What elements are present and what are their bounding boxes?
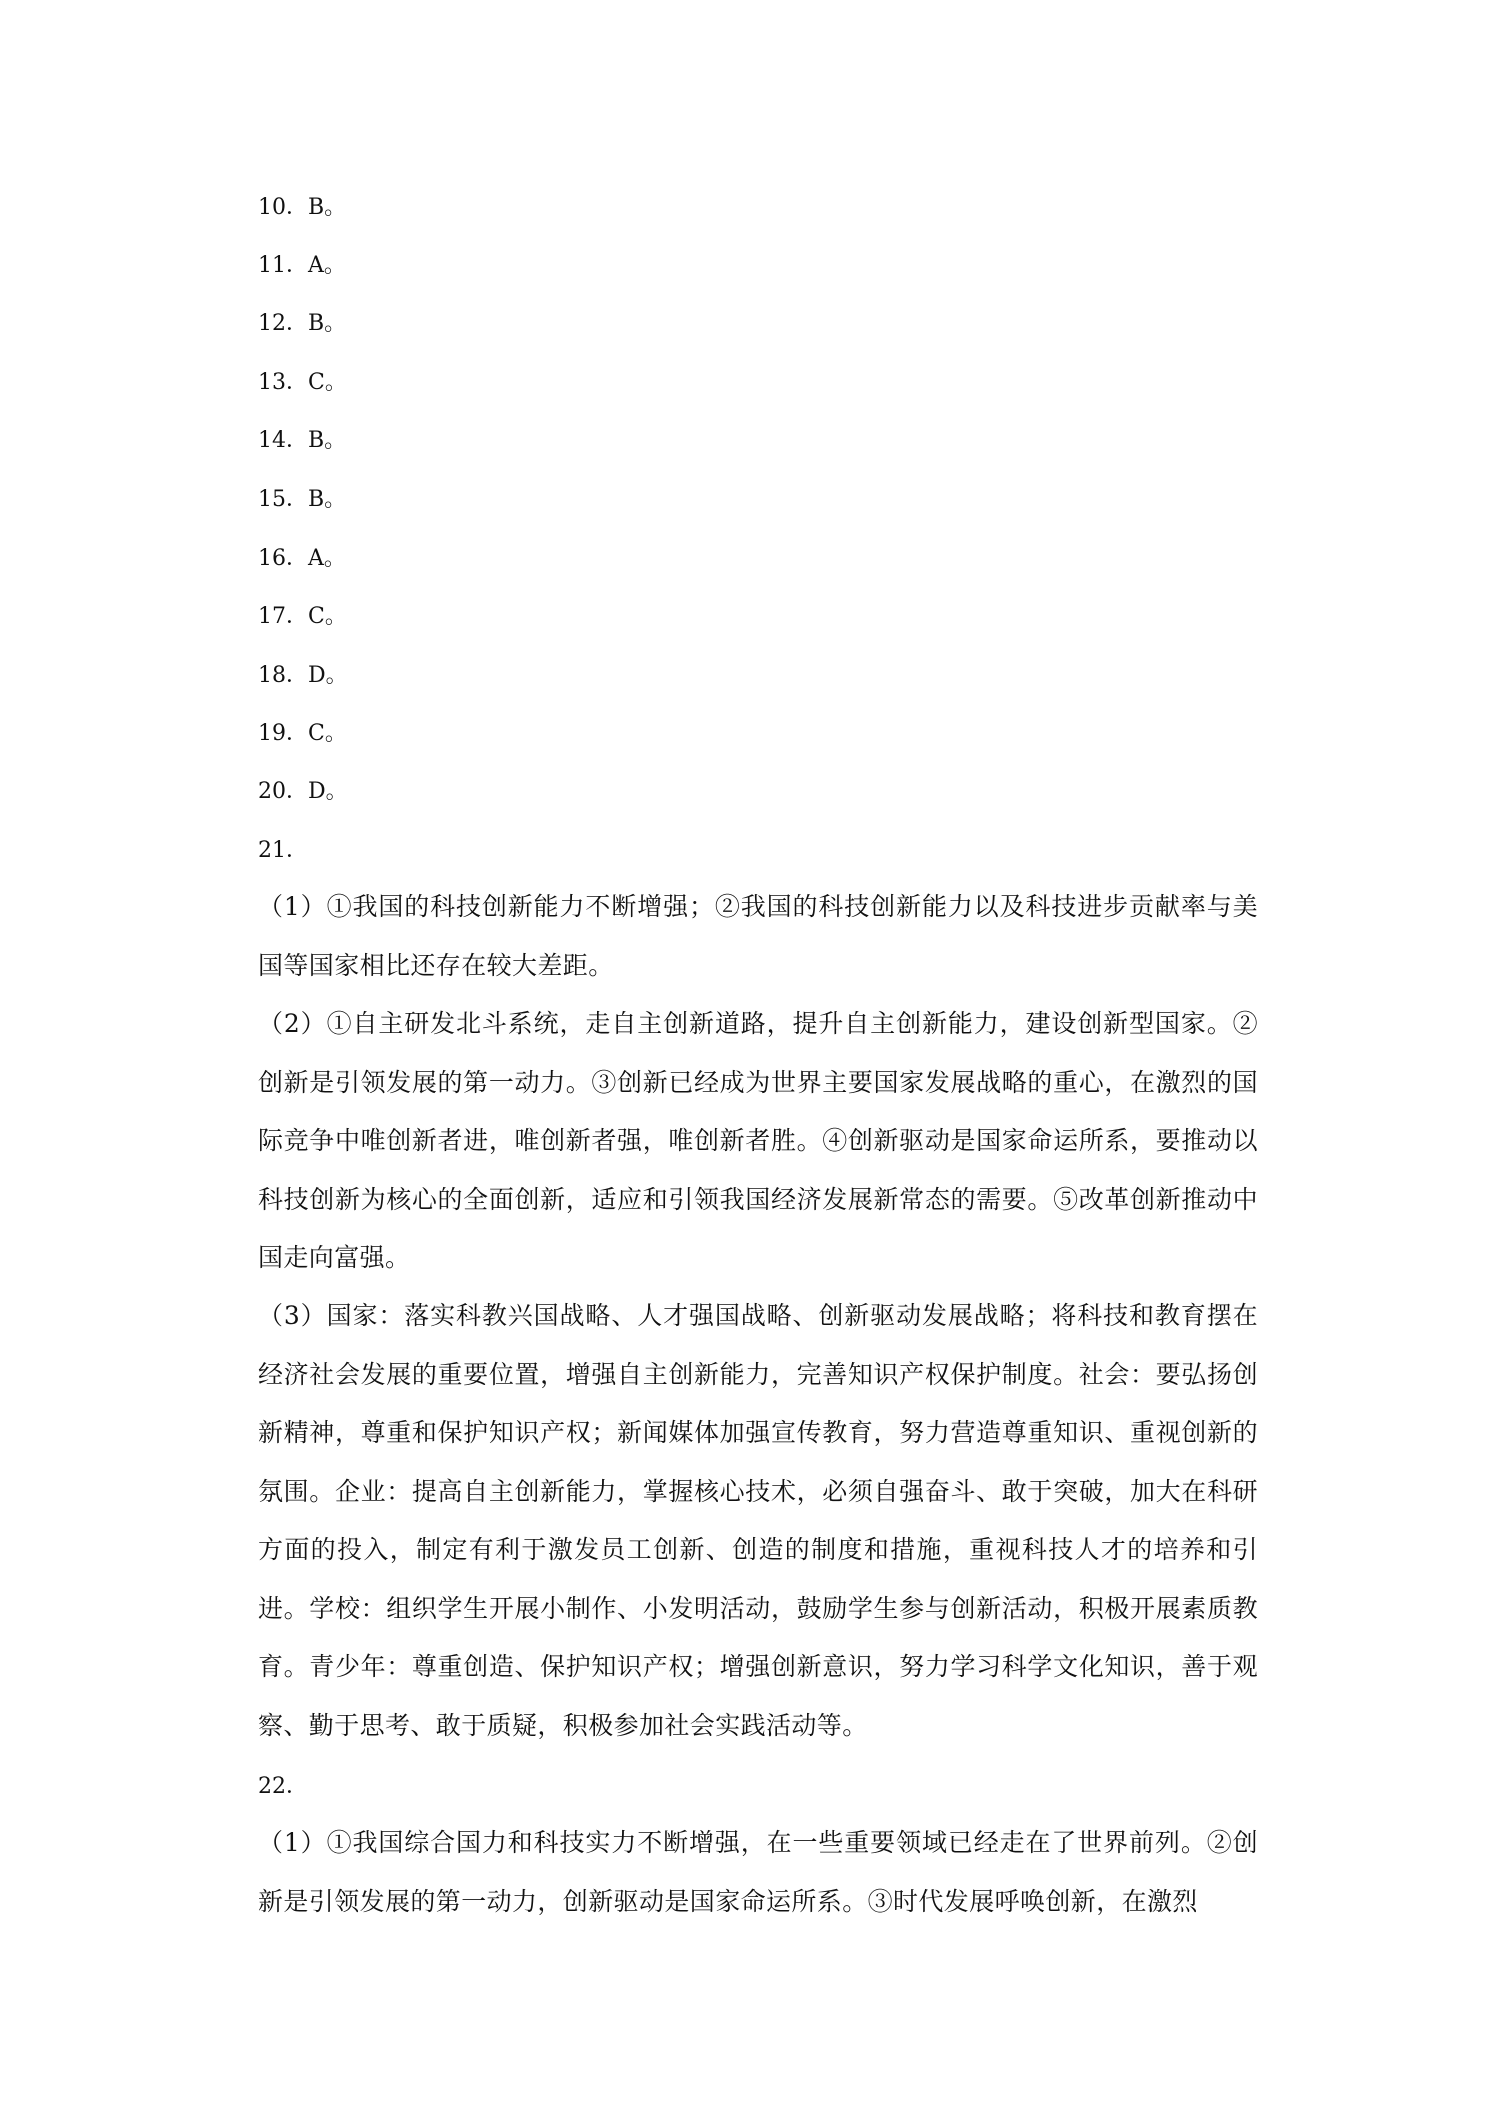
question-21-part-1: （1）①我国的科技创新能力不断增强；②我国的科技创新能力以及科技进步贡献率与美国等国家相比还存在较大差距。 bbox=[258, 892, 1258, 980]
answer-13: 13．C。 bbox=[258, 370, 347, 395]
question-21-part-2: （2）①自主研发北斗系统，走自主创新道路，提升自主创新能力，建设创新型国家。②创新是引领发展的第一动力。③创新已经成为世界主要国家发展战略的重心，在激烈的国际竞争中唯创新者进，唯创新者强，唯创新者胜。④创新驱动是国家命运所系，要推动以科技创新为核心的全面创新，适应和引领我国经济发展新常态的需要。⑤改革创新推动中国走向富强。 bbox=[258, 1009, 1258, 1272]
answer-20: 20．D。 bbox=[258, 779, 348, 804]
question-22-part-1: （1）①我国综合国力和科技实力不断增强，在一些重要领域已经走在了世界前列。②创新是引领发展的第一动力，创新驱动是国家命运所系。③时代发展呼唤创新，在激烈 bbox=[258, 1828, 1258, 1916]
answer-17: 17．C。 bbox=[258, 604, 347, 629]
answer-10: 10．B。 bbox=[258, 195, 347, 220]
question-21-part-3: （3）国家：落实科教兴国战略、人才强国战略、创新驱动发展战略；将科技和教育摆在经济社会发展的重要位置，增强自主创新能力，完善知识产权保护制度。社会：要弘扬创新精神，尊重和保护知识产权；新闻媒体加强宣传教育，努力营造尊重知识、重视创新的氛围。企业：提高自主创新能力，掌握核心技术，必须自强奋斗、敢于突破，加大在科研方面的投入，制定有利于激发员工创新、创造的制度和措施，重视科技人才的培养和引进。学校：组织学生开展小制作、小发明活动，鼓励学生参与创新活动，积极开展素质教育。青少年：尊重创造、保护知识产权；增强创新意识，努力学习科学文化知识，善于观察、勤于思考、敢于质疑，积极参加社会实践活动等。 bbox=[258, 1301, 1258, 1740]
question-22-number: 22． bbox=[258, 1774, 308, 1799]
answer-14: 14．B。 bbox=[258, 428, 347, 453]
answer-11: 11．A。 bbox=[258, 253, 346, 278]
answer-12: 12．B。 bbox=[258, 311, 347, 336]
answer-19: 19．C。 bbox=[258, 721, 347, 746]
question-21-number: 21． bbox=[258, 838, 308, 863]
answer-18: 18．D。 bbox=[258, 663, 348, 688]
answer-15: 15．B。 bbox=[258, 487, 347, 512]
answer-16: 16．A。 bbox=[258, 546, 346, 571]
